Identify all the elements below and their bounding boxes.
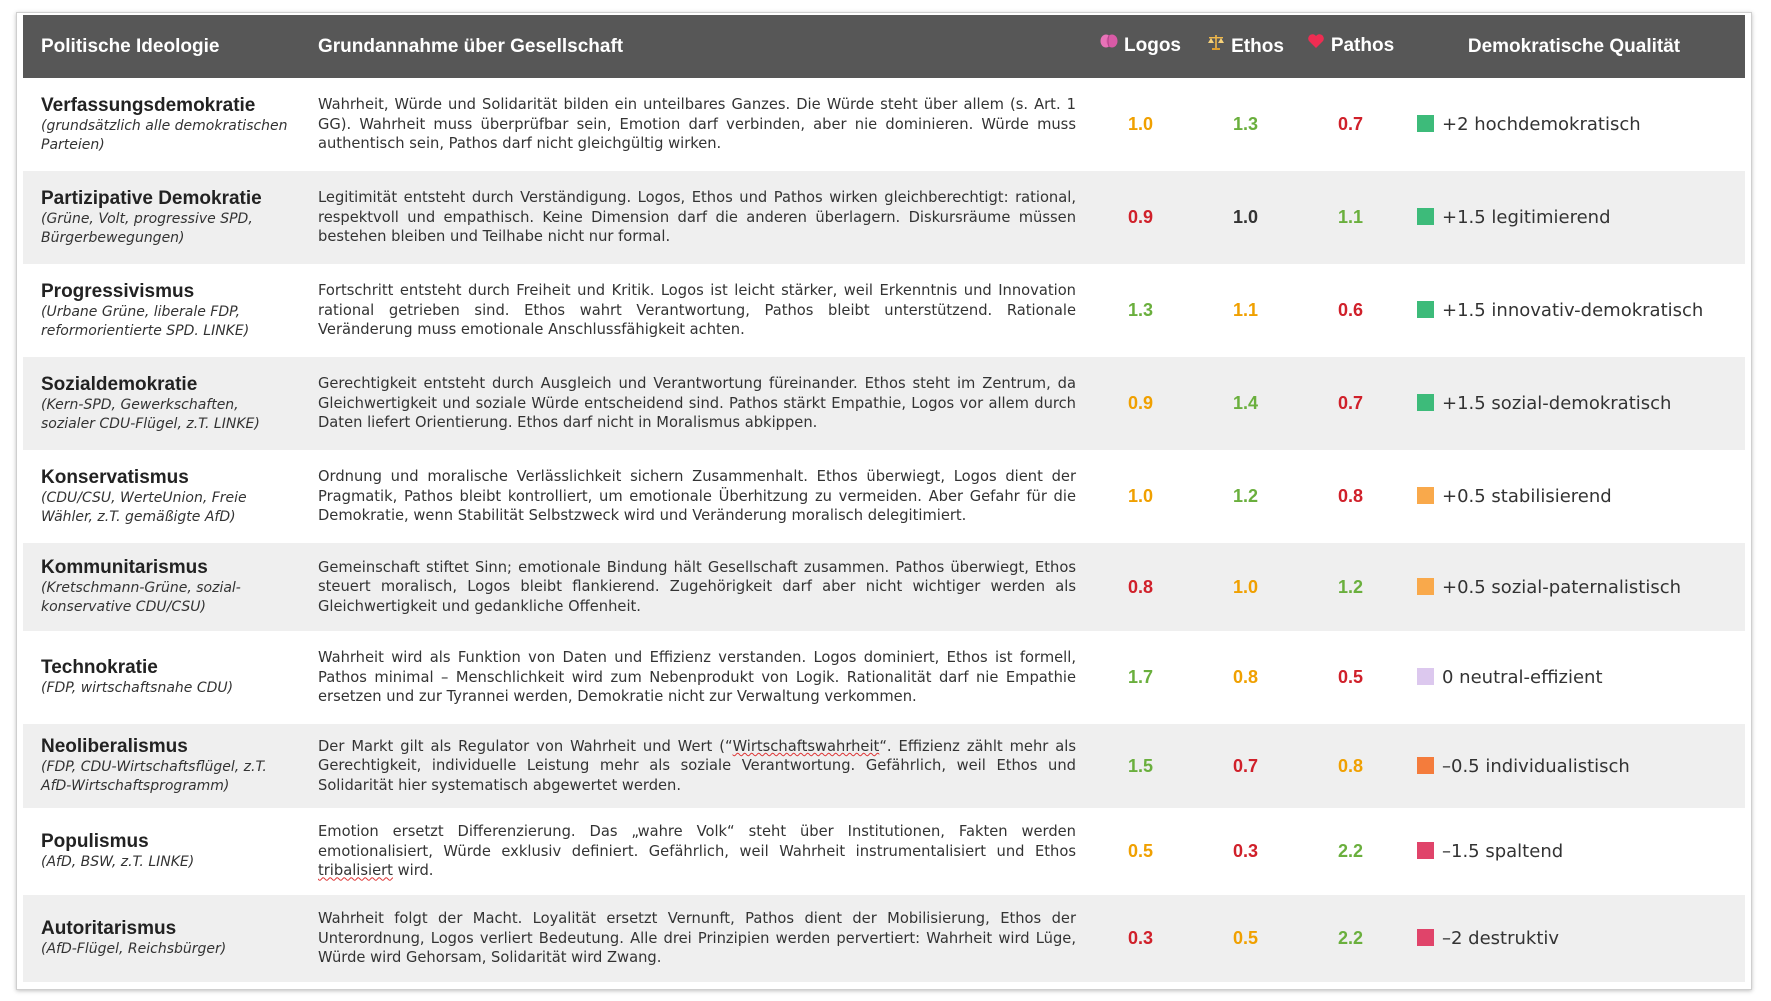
ethos-value: 0.8	[1232, 667, 1259, 687]
pathos-value: 0.5	[1337, 667, 1364, 687]
ideology-parties: (Urbane Grüne, liberale FDP, reformorientierte SPD. LINKE)	[41, 303, 250, 339]
ideology-cell	[23, 724, 300, 808]
logos-value: 1.3	[1127, 300, 1154, 320]
logos-value: 0.8	[1088, 543, 1193, 631]
pathos-value: 0.8	[1298, 724, 1403, 808]
quality-cell	[1403, 724, 1745, 808]
table-row	[23, 543, 1745, 631]
spellcheck-word: Wirtschaftswahrheit	[732, 737, 880, 755]
quality-label: +0.5 sozial-paternalistisch	[1442, 576, 1682, 598]
quality-cell	[1403, 450, 1745, 543]
ideology-parties: (FDP, wirtschaftsnahe CDU)	[41, 680, 234, 696]
quality-swatch	[1417, 115, 1434, 132]
table-row	[23, 78, 1745, 171]
quality-cell	[1403, 543, 1745, 631]
quality-label: –2 destruktiv	[1442, 928, 1560, 949]
logos-value: 0.3	[1088, 895, 1193, 982]
ideology-parties: (FDP, CDU-Wirtschaftsflügel, z.T. AfD-Wirtschaftsprogramm)	[41, 759, 267, 794]
ideology-name: Autoritarismus	[41, 918, 177, 939]
quality-label: –0.5 individualistisch	[1442, 755, 1630, 777]
assumption-text: Ordnung und moralische Verlässlichkeit sichern Zusammenhalt. Ethos überwiegt, Logos dient der Pragmatik, Pathos bleibt kontrolliert, um emotionale Überhitzung zu vermeiden. Aber Gefahr für die Demokratie, wenn Stabilität Selbstzweck wird und Veränderung moralisch delegitimiert.	[318, 468, 1076, 525]
ideology-parties: (AfD, BSW, z.T. LINKE)	[41, 854, 195, 870]
header-ethos	[1193, 15, 1298, 78]
quality-swatch	[1417, 757, 1434, 774]
ideology-table	[23, 15, 1745, 982]
ethos-value: 0.5	[1193, 895, 1298, 982]
assumption-text: Legitimität entsteht durch Verständigung. Logos, Ethos und Pathos wirken gleichberechtigt: rational, respektvoll und empathisch. Keine Dimension darf die anderen überlagern. Diskursräume müssen bestehen bleiben und Teilhabe nicht nur formal.	[300, 171, 1088, 264]
ethos-value: 1.3	[1232, 114, 1259, 134]
quality-label: +0.5 stabilisierend	[1442, 486, 1612, 507]
ideology-parties: (Grüne, Volt, progressive SPD, Bürgerbewegungen)	[41, 210, 253, 246]
assumption-text: Wahrheit, Würde und Solidarität bilden ein unteilbares Ganzes. Die Würde steht über allem (s. Art. 1 GG). Wahrheit muss überprüfbar sein, Emotion darf verbinden, aber nie dominieren. Würde muss authentisch sein, Pathos darf nicht gleichgültig wirken.	[318, 96, 1076, 153]
quality-label: +1.5 legitimierend	[1442, 207, 1611, 228]
pathos-value: 0.6	[1337, 300, 1364, 320]
pathos-value: 2.2	[1337, 841, 1364, 861]
ideology-parties: (AfD-Flügel, Reichsbürger)	[41, 941, 227, 957]
assumption-text-part: Der Markt gilt als Regulator von Wahrheit und Wert (“	[318, 737, 733, 755]
quality-label: +2 hochdemokratisch	[1442, 114, 1641, 135]
logos-value: 1.0	[1127, 114, 1154, 134]
quality-label: 0 neutral-effizient	[1442, 667, 1603, 688]
assumption-text-part: wird.	[392, 862, 434, 880]
quality-cell	[1403, 808, 1745, 895]
logos-value: 1.0	[1127, 486, 1154, 506]
ideology-cell	[23, 895, 300, 982]
ideology-cell	[23, 450, 300, 543]
header-ideology: Politische Ideologie	[23, 15, 300, 78]
table-row	[23, 264, 1745, 357]
assumption-text	[300, 724, 1088, 808]
quality-cell	[1403, 171, 1745, 264]
table-frame	[16, 12, 1752, 990]
quality-swatch	[1417, 301, 1434, 318]
quality-cell	[1403, 357, 1745, 450]
ideology-name: Neoliberalismus	[41, 736, 188, 757]
ethos-value: 1.1	[1232, 300, 1259, 320]
header-logos	[1088, 15, 1193, 78]
table-row	[23, 171, 1745, 264]
assumption-text	[300, 808, 1088, 895]
assumption-text: Wahrheit folgt der Macht. Loyalität ersetzt Vernunft, Pathos dient der Mobilisierung, Ethos der Unterordnung, Logos verliert Bedeutung. Alle drei Prinzipien werden pervertiert: Wahrheit wird Lüge, Würde wird Gehorsam, Solidarität wird Zwang.	[300, 895, 1088, 982]
pathos-value: 0.7	[1337, 114, 1364, 134]
ideology-name: Kommunitarismus	[41, 557, 208, 578]
table-row	[23, 450, 1745, 543]
quality-cell	[1403, 264, 1745, 357]
quality-swatch	[1417, 487, 1434, 504]
ideology-cell	[23, 171, 300, 264]
header-pathos-label: Pathos	[1330, 35, 1395, 57]
assumption-text: Wahrheit wird als Funktion von Daten und Effizienz verstanden. Logos dominiert, Ethos ist formell, Pathos minimal – Menschlichkeit wird zum Nebenprodukt von Logik. Rationalität darf nie Empathie ersetzen und zur Tyrannei werden, Demokratie nicht zur Verwaltung verkommen.	[318, 649, 1076, 706]
ethos-value: 0.7	[1193, 724, 1298, 808]
quality-swatch	[1417, 929, 1434, 946]
pathos-value: 2.2	[1298, 895, 1403, 982]
table-row	[23, 895, 1745, 982]
header-quality: Demokratische Qualität	[1403, 15, 1745, 78]
quality-cell	[1403, 631, 1745, 724]
quality-label: +1.5 sozial-demokratisch	[1442, 393, 1672, 414]
table-row	[23, 808, 1745, 895]
ideology-cell	[23, 808, 300, 895]
table-row	[23, 631, 1745, 724]
ethos-value: 1.0	[1193, 171, 1298, 264]
logos-value: 1.7	[1127, 667, 1154, 687]
ideology-name: Partizipative Demokratie	[41, 187, 262, 209]
quality-swatch	[1417, 208, 1434, 225]
quality-swatch	[1417, 578, 1434, 595]
quality-cell	[1403, 78, 1745, 171]
header-pathos	[1298, 15, 1403, 78]
ideology-name: Konservatismus	[41, 466, 189, 488]
pathos-value: 0.7	[1298, 357, 1403, 450]
heart-icon	[1307, 33, 1325, 55]
quality-swatch	[1417, 842, 1434, 859]
logos-value: 0.9	[1088, 357, 1193, 450]
logos-value: 0.9	[1088, 171, 1193, 264]
assumption-text: Gerechtigkeit entsteht durch Ausgleich und Verantwortung füreinander. Ethos steht im Zentrum, da Gleichwertigkeit und soziale Würde entscheidend sind. Pathos stärkt Empathie, Logos vor allem durch Daten liefert Orientierung. Ethos darf nicht in Moralismus abkippen.	[300, 357, 1088, 450]
table-row	[23, 724, 1745, 808]
header-ethos-label: Ethos	[1231, 35, 1284, 57]
ideology-cell	[23, 78, 300, 171]
ideology-name: Progressivismus	[41, 280, 195, 302]
assumption-text-part: “. Effizienz zählt mehr als Gerechtigkeit, individuelle Leistung mehr als soziale Verantwortung. Gefährlich, weil Ethos und Solidarität hier systematisch abgewertet werden.	[318, 737, 1076, 794]
table-header-row	[23, 15, 1745, 78]
pathos-value: 1.2	[1298, 543, 1403, 631]
pathos-value: 1.1	[1298, 171, 1403, 264]
ideology-cell	[23, 631, 300, 724]
assumption-text-part: Emotion ersetzt Differenzierung. Das „wahre Volk“ steht über Institutionen, Fakten werden emotionalisiert, Würde exklusiv definiert. Gefährlich, weil Wahrheit instrumentalisiert und Ethos	[318, 823, 1076, 860]
ideology-name: Sozialdemokratie	[41, 373, 198, 395]
quality-label: –1.5 spaltend	[1442, 841, 1564, 862]
ethos-value: 1.2	[1232, 486, 1259, 506]
spellcheck-word: tribalisiert	[318, 862, 393, 880]
ethos-value: 1.4	[1193, 357, 1298, 450]
ideology-name: Populismus	[41, 831, 149, 852]
quality-cell	[1403, 895, 1745, 982]
quality-swatch	[1417, 394, 1434, 411]
header-logos-label: Logos	[1124, 35, 1181, 57]
ideology-parties: (Kretschmann-Grüne, sozial-konservative CDU/CSU)	[41, 580, 241, 615]
table-row	[23, 357, 1745, 450]
ideology-name: Verfassungsdemokratie	[41, 94, 256, 116]
quality-label: +1.5 innovativ-demokratisch	[1442, 300, 1704, 321]
quality-swatch	[1417, 668, 1434, 685]
scales-icon	[1207, 33, 1225, 57]
ideology-cell	[23, 264, 300, 357]
ideology-cell	[23, 543, 300, 631]
pathos-value: 0.8	[1337, 486, 1364, 506]
ethos-value: 0.3	[1232, 841, 1259, 861]
header-assumption: Grundannahme über Gesellschaft	[300, 15, 1088, 78]
brain-icon	[1100, 33, 1118, 55]
logos-value: 1.5	[1088, 724, 1193, 808]
assumption-text: Gemeinschaft stiftet Sinn; emotionale Bindung hält Gesellschaft zusammen. Pathos überwiegt, Ethos steuert moralisch, Logos bleibt flankierend. Zugehörigkeit darf aber nicht wichtiger werden als Gleichwertigkeit und gedankliche Offenheit.	[300, 543, 1088, 631]
logos-value: 0.5	[1127, 841, 1154, 861]
ideology-name: Technokratie	[41, 657, 158, 678]
ideology-parties: (Kern-SPD, Gewerkschaften, sozialer CDU-Flügel, z.T. LINKE)	[41, 396, 260, 432]
ideology-parties: (CDU/CSU, WerteUnion, Freie Wähler, z.T. gemäßigte AfD)	[41, 489, 247, 525]
ethos-value: 1.0	[1193, 543, 1298, 631]
ideology-parties: (grundsätzlich alle demokratischen Parteien)	[41, 117, 288, 153]
assumption-text: Fortschritt entsteht durch Freiheit und Kritik. Logos ist leicht stärker, weil Erkenntnis und Innovation rational getrieben sind. Ethos wahrt Verantwortung, Pathos bleibt unterstützend. Rationale Veränderung muss emotionale Anschlussfähigkeit achten.	[318, 282, 1076, 339]
ideology-cell	[23, 357, 300, 450]
